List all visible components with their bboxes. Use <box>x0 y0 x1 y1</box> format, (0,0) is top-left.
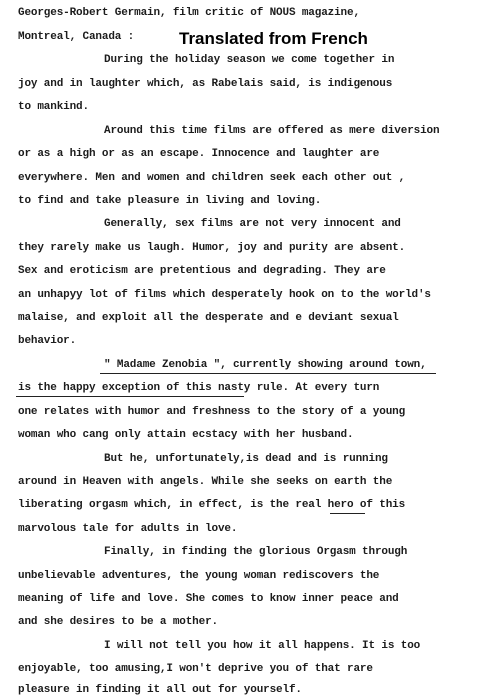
handwritten-underline <box>330 513 365 514</box>
body-line: behavior. <box>18 335 77 347</box>
body-line: During the holiday season we come together in <box>104 54 395 66</box>
body-line: is the happy exception of this nasty rule. At every turn <box>18 382 380 394</box>
body-line: to mankind. <box>18 101 89 113</box>
body-line: liberating orgasm which, in effect, is the real hero of this <box>18 499 406 511</box>
body-line: Around this time films are offered as mere diversion <box>104 125 440 137</box>
body-line: Generally, sex films are not very innocent and <box>104 218 401 230</box>
body-line: marvolous tale for adults in love. <box>18 523 238 535</box>
body-line: unbelievable adventures, the young woman rediscovers the <box>18 570 380 582</box>
body-line: joy and in laughter which, as Rabelais said, is indigenous <box>18 78 393 90</box>
body-line: " Madame Zenobia ", currently showing around town, <box>104 359 427 371</box>
body-line: enjoyable, too amusing,I won't deprive you of that rare <box>18 663 373 675</box>
body-line: around in Heaven with angels. While she seeks on earth the <box>18 476 393 488</box>
body-line: malaise, and exploit all the desperate and e deviant sexual <box>18 312 399 324</box>
translated-from-french-stamp: Translated from French <box>179 29 368 48</box>
body-line: I will not tell you how it all happens. It is too <box>104 640 421 652</box>
body-line: Sex and eroticism are pretentious and degrading. They are <box>18 265 386 277</box>
body-line: they rarely make us laugh. Humor, joy and purity are absent. <box>18 242 406 254</box>
body-line: everywhere. Men and women and children seek each other out , <box>18 172 406 184</box>
body-line: and she desires to be a mother. <box>18 616 218 628</box>
byline-line-2: Montreal, Canada : <box>18 31 135 43</box>
body-line: woman who cang only attain ecstacy with her husband. <box>18 429 354 441</box>
body-line: pleasure in finding it all out for yourself. <box>18 684 302 696</box>
handwritten-underline <box>100 373 436 374</box>
body-line: But he, unfortunately,is dead and is running <box>104 453 388 465</box>
body-line: or as a high or as an escape. Innocence and laughter are <box>18 148 380 160</box>
body-line: an unhapyy lot of films which desperately hook on to the world's <box>18 289 431 301</box>
body-line: Finally, in finding the glorious Orgasm through <box>104 546 408 558</box>
byline-line-1: Georges-Robert Germain, film critic of NOUS magazine, <box>18 7 360 19</box>
body-line: meaning of life and love. She comes to know inner peace and <box>18 593 399 605</box>
body-line: one relates with humor and freshness to the story of a young <box>18 406 406 418</box>
handwritten-underline <box>16 396 244 397</box>
body-line: to find and take pleasure in living and loving. <box>18 195 322 207</box>
